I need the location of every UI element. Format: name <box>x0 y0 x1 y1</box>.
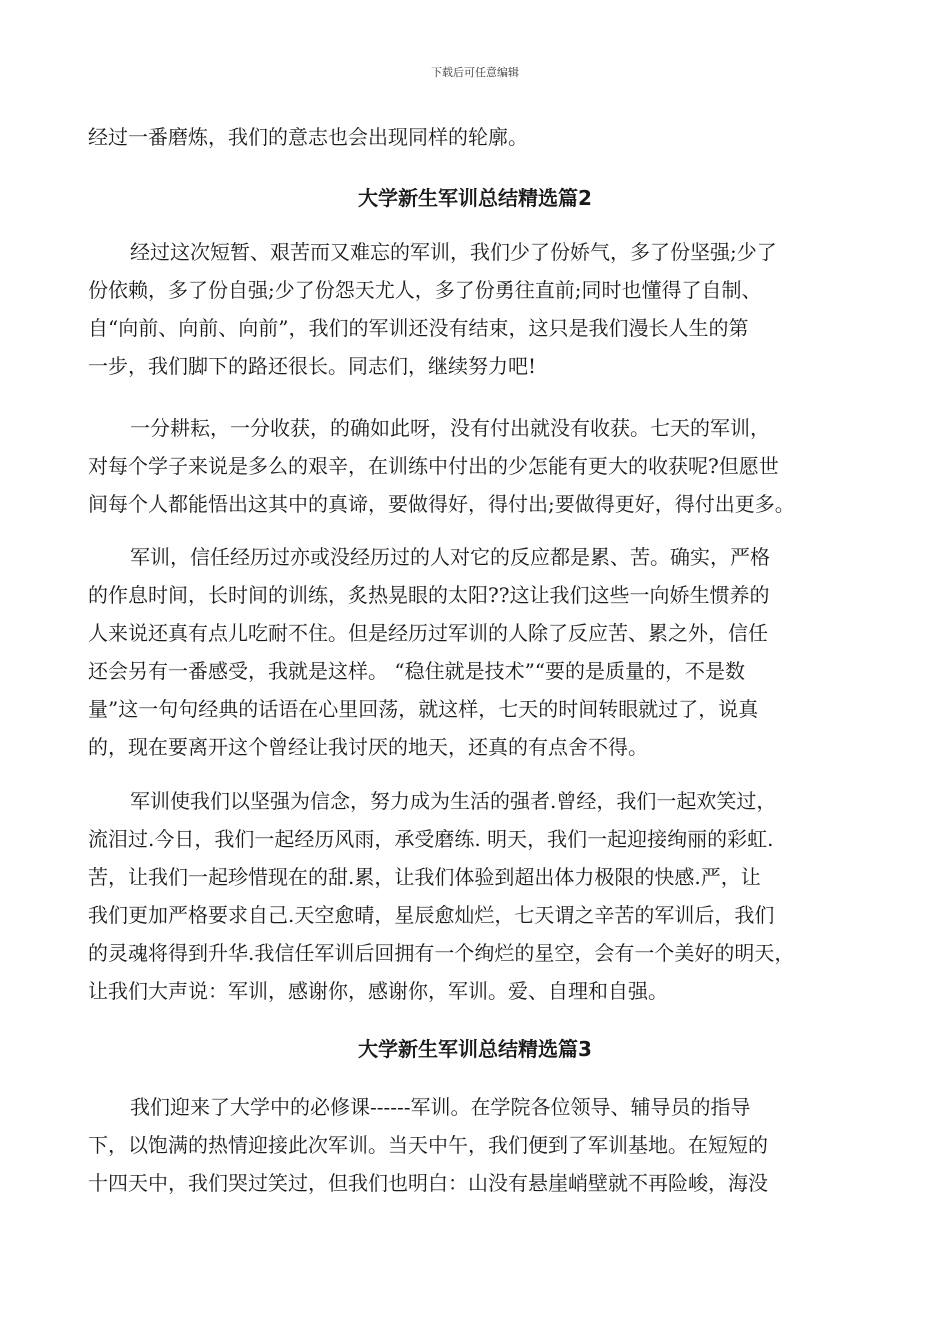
text-line: 经过这次短暂、艰苦而又难忘的军训，我们少了份娇气，多了份坚强;少了 <box>130 240 777 264</box>
text-line: 对每个学子来说是多么的艰辛，在训练中付出的少怎能有更大的收获呢?但愿世 <box>88 454 779 478</box>
text-line: 一分耕耘，一分收获，的确如此呀，没有付出就没有收获。七天的军训， <box>130 416 770 440</box>
text-line: 量”这一句句经典的话语在心里回荡，就这样，七天的时间转眼就过了，说真 <box>88 697 759 721</box>
text-line: 份依赖，多了份自强;少了份怨天尤人，多了份勇往直前;同时也懂得了自制、 <box>88 278 762 302</box>
text-line: 人来说还真有点儿吃耐不住。但是经历过军训的人除了反应苦、累之外，信任 <box>88 621 768 645</box>
intro-paragraph <box>88 118 878 156</box>
text-line: 我们更加严格要求自己.天空愈晴，星辰愈灿烂，七天谓之辛苦的军训后，我们 <box>88 903 775 927</box>
text-line: 的灵魂将得到升华.我信任军训后回拥有一个绚烂的星空，会有一个美好的明天， <box>88 941 795 965</box>
text-line: 让我们大声说：军训，感谢你，感谢你，军训。爱、自理和自强。 <box>88 979 668 1003</box>
paragraph <box>88 1088 878 1202</box>
paragraph <box>88 409 878 523</box>
text-line: 军训使我们以坚强为信念，努力成为生活的强者.曾经，我们一起欢笑过， <box>130 789 777 813</box>
paragraph <box>88 782 878 1010</box>
text-line: 的作息时间，长时间的训练，炙热晃眼的太阳??这让我们这些一向娇生惯养的 <box>88 583 770 607</box>
text-line: 军训，信任经历过亦或没经历过的人对它的反应都是累、苦。确实，严格 <box>130 545 770 569</box>
paragraph <box>88 538 878 766</box>
text-line: 还会另有一番感受，我就是这样。 “稳住就是技术”“要的是质量的，不是数 <box>88 659 746 683</box>
text-line: 一步，我们脚下的路还很长。同志们，继续努力吧! <box>88 354 537 378</box>
section-title: 大学新生军训总结精选篇3 <box>358 1037 592 1061</box>
text-line: 下，以饱满的热情迎接此次军训。当天中午，我们便到了军训基地。在短短的 <box>88 1133 768 1157</box>
text-line: 自“向前、向前、向前”，我们的军训还没有结束，这只是我们漫长人生的第 <box>88 316 749 340</box>
page-header: 下载后可任意编辑 <box>431 66 519 79</box>
paragraph <box>88 233 878 385</box>
section-title: 大学新生军训总结精选篇2 <box>358 186 592 210</box>
text-line: 流泪过.今日，我们一起经历风雨，承受磨练. 明天，我们一起迎接绚丽的彩虹. <box>88 827 774 851</box>
text-line: 的，现在要离开这个曾经让我讨厌的地天，还真的有点舍不得。 <box>88 735 648 759</box>
text-line: 经过一番磨炼，我们的意志也会出现同样的轮廓。 <box>88 125 528 149</box>
text-line: 苦，让我们一起珍惜现在的甜.累，让我们体验到超出体力极限的快感.严，让 <box>88 865 761 889</box>
text-line: 我们迎来了大学中的必修课------军训。在学院各位领导、辅导员的指导 <box>130 1095 751 1119</box>
text-line: 十四天中，我们哭过笑过，但我们也明白：山没有悬崖峭壁就不再险峻，海没 <box>88 1171 768 1195</box>
text-line: 间每个人都能悟出这其中的真谛，要做得好，得付出;要做得更好，得付出更多。 <box>88 492 795 516</box>
